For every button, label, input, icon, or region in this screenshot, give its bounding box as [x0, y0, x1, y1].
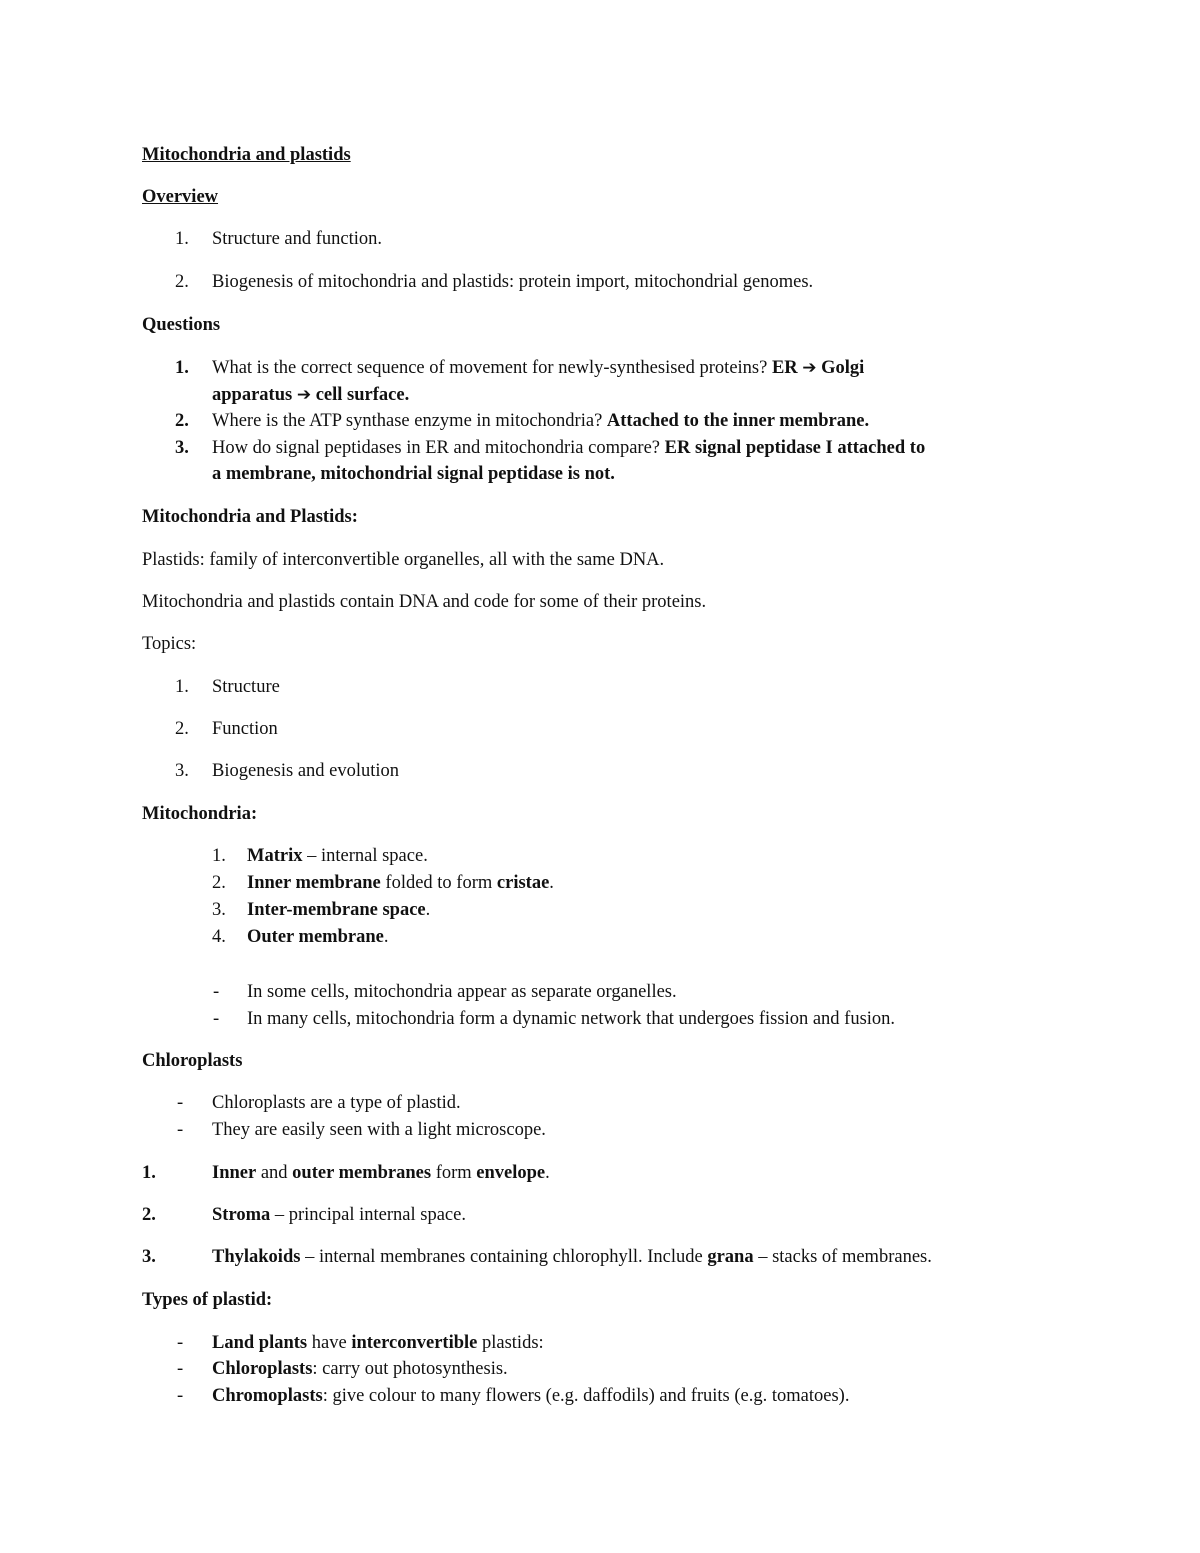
- answer-text: a membrane, mitochondrial signal peptidase is not.: [212, 464, 615, 484]
- definition: : give colour to many flowers (e.g. daffodils) and fruits (e.g. tomatoes).: [322, 1386, 850, 1406]
- list-number: 2.: [142, 1205, 156, 1225]
- list-number: 3.: [175, 761, 189, 781]
- term: envelope: [476, 1163, 546, 1183]
- bullet-item: [212, 1360, 508, 1379]
- answer-text: apparatus: [212, 385, 293, 405]
- list-number: 1.: [175, 677, 189, 697]
- term: Chromoplasts: [212, 1386, 323, 1406]
- term: outer membranes: [292, 1163, 432, 1183]
- answer-text: Attached to the inner membrane.: [606, 411, 870, 431]
- bullet-dash: -: [213, 1009, 220, 1029]
- term: Thylakoids: [212, 1247, 301, 1267]
- definition: – stacks of membranes.: [753, 1247, 932, 1267]
- list-number: 3.: [212, 900, 226, 920]
- list-item: [247, 847, 428, 866]
- arrow-right-icon: ➔: [296, 385, 312, 405]
- list-item: Structure: [212, 677, 280, 697]
- section-heading: Mitochondria:: [142, 804, 258, 824]
- answer-text: ER: [771, 358, 798, 378]
- definition: – internal space.: [302, 846, 428, 866]
- overview-heading: Overview: [142, 187, 219, 207]
- list-number: 2.: [212, 873, 226, 893]
- bullet-item: In many cells, mitochondria form a dynamic network that undergoes fission and fusion.: [247, 1009, 896, 1029]
- question-text: What is the correct sequence of movement for newly-synthesised proteins?: [212, 358, 768, 378]
- definition: have: [307, 1333, 352, 1353]
- term: grana: [707, 1247, 754, 1267]
- definition: folded to form: [380, 873, 497, 893]
- definition: – principal internal space.: [270, 1205, 466, 1225]
- definition: form: [431, 1163, 477, 1183]
- bullet-item: [212, 1387, 849, 1406]
- list-item: Structure and function.: [212, 229, 383, 249]
- list-number: 3.: [175, 438, 189, 458]
- bullet-item: They are easily seen with a light microscope.: [212, 1120, 546, 1140]
- term: Inter-membrane space: [247, 900, 426, 920]
- definition: plastids:: [477, 1333, 544, 1353]
- bullet-dash: -: [177, 1359, 184, 1379]
- list-item: [212, 1164, 550, 1183]
- arrow-right-icon: ➔: [802, 358, 817, 378]
- list-number: 4.: [212, 927, 226, 947]
- list-number: 2.: [175, 719, 189, 739]
- definition: and: [256, 1163, 293, 1183]
- paragraph: Plastids: family of interconvertible organelles, all with the same DNA.: [142, 550, 665, 570]
- questions-heading: Questions: [142, 315, 221, 335]
- definition: : carry out photosynthesis.: [312, 1359, 508, 1379]
- question-1-cont: [212, 386, 409, 405]
- list-item: Biogenesis of mitochondria and plastids: protein import, mitochondrial genomes.: [212, 272, 814, 292]
- question-1: [212, 359, 864, 378]
- answer-text: cell surface.: [315, 385, 410, 405]
- list-number: 1.: [212, 846, 226, 866]
- list-item: Biogenesis and evolution: [212, 761, 400, 781]
- definition: .: [549, 873, 554, 893]
- question-text: How do signal peptidases in ER and mitochondria compare?: [212, 438, 661, 458]
- list-item: [247, 874, 554, 893]
- list-item: Function: [212, 719, 278, 739]
- term: Matrix: [247, 846, 303, 866]
- list-number: 1.: [175, 229, 189, 249]
- question-text: Where is the ATP synthase enzyme in mitochondria?: [212, 411, 603, 431]
- section-heading: Mitochondria and Plastids:: [142, 507, 358, 527]
- list-number: 1.: [175, 358, 189, 378]
- definition: – internal membranes containing chlorophyll. Include: [300, 1247, 708, 1267]
- definition: .: [545, 1163, 550, 1183]
- list-number: 3.: [142, 1247, 156, 1267]
- topics-label: Topics:: [142, 634, 197, 654]
- term: Stroma: [212, 1205, 271, 1225]
- definition: .: [383, 927, 389, 947]
- term: Land plants: [212, 1333, 308, 1353]
- list-number: 1.: [142, 1163, 156, 1183]
- definition: .: [425, 900, 431, 920]
- document-title: Mitochondria and plastids: [142, 145, 351, 165]
- list-item: [212, 1206, 466, 1225]
- term: Inner: [212, 1163, 257, 1183]
- term: Chloroplasts: [212, 1359, 313, 1379]
- bullet-dash: -: [177, 1120, 184, 1140]
- term: Outer membrane: [247, 927, 384, 947]
- bullet-item: [212, 1334, 544, 1353]
- bullet-item: In some cells, mitochondria appear as separate organelles.: [247, 982, 677, 1002]
- paragraph: Mitochondria and plastids contain DNA and code for some of their proteins.: [142, 592, 707, 612]
- bullet-dash: -: [177, 1333, 184, 1353]
- question-2: [212, 412, 869, 431]
- term: Inner membrane: [247, 873, 381, 893]
- list-item: [247, 928, 388, 947]
- section-heading: Types of plastid:: [142, 1290, 273, 1310]
- answer-text: ER signal peptidase I attached to: [664, 438, 926, 458]
- list-number: 2.: [175, 411, 189, 431]
- section-heading: Chloroplasts: [142, 1051, 243, 1071]
- list-item: [212, 1248, 932, 1267]
- answer-text: Golgi: [821, 358, 865, 378]
- bullet-dash: -: [177, 1093, 184, 1113]
- question-3: [212, 439, 925, 458]
- list-item: [247, 901, 430, 920]
- bullet-item: Chloroplasts are a type of plastid.: [212, 1093, 461, 1113]
- list-number: 2.: [175, 272, 189, 292]
- term: cristae: [496, 873, 550, 893]
- term: interconvertible: [351, 1333, 478, 1353]
- bullet-dash: -: [213, 982, 220, 1002]
- bullet-dash: -: [177, 1386, 184, 1406]
